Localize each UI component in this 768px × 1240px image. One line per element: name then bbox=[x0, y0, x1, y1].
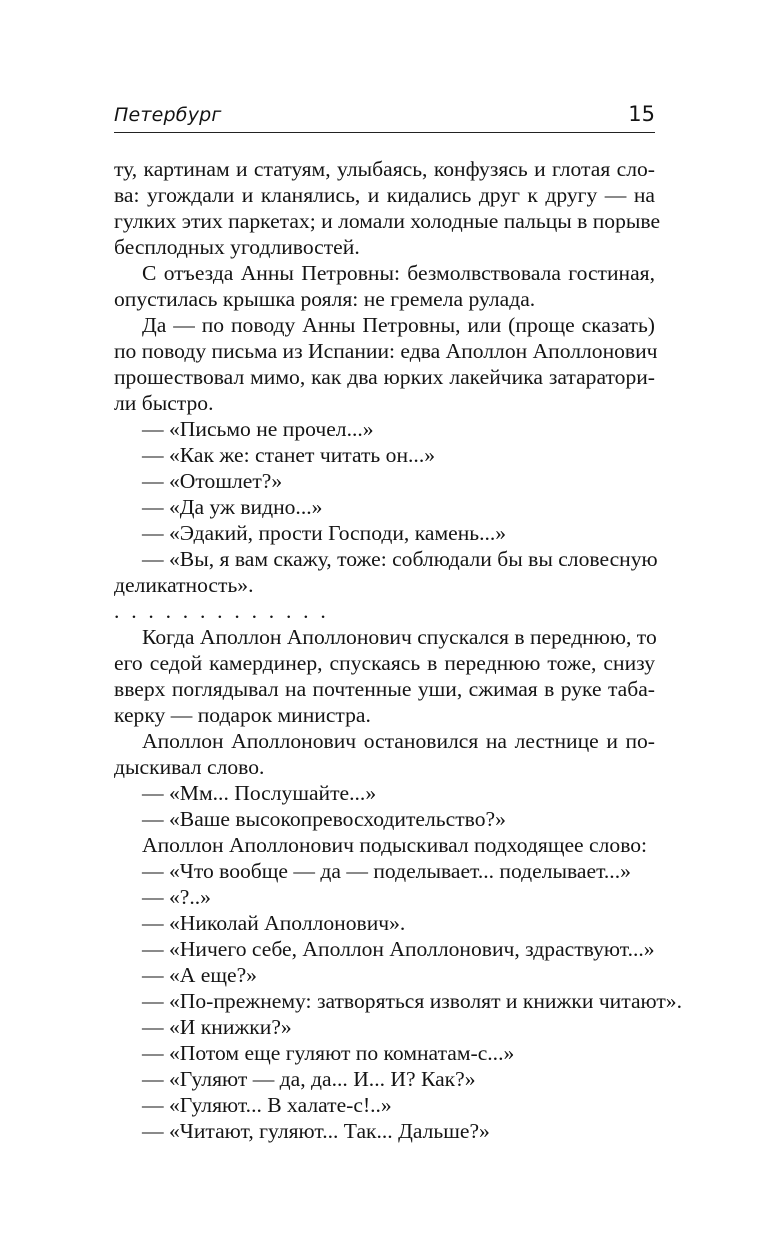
text-line: Аполлон Аполлонович остановился на лестнице и по- bbox=[142, 729, 655, 753]
text-line: деликатность». bbox=[114, 573, 254, 597]
text-line: — «Мм... Послушайте...» bbox=[142, 781, 377, 805]
text-line: ту, картинам и статуям, улыбаясь, конфузясь и глотая сло- bbox=[114, 157, 655, 181]
text-line: керку — подарок министра. bbox=[114, 703, 371, 727]
text-line: С отъезда Анны Петровны: безмолвствовала гостиная, bbox=[142, 261, 655, 285]
text-line: — «Ваше высокопревосходительство?» bbox=[142, 807, 506, 831]
text-line: — «Отошлет?» bbox=[142, 469, 283, 493]
text-line: — «Гуляют — да, да... И... И? Как?» bbox=[142, 1067, 476, 1091]
text-line: — «А еще?» bbox=[142, 963, 257, 987]
text-line: по поводу письма из Испании: едва Аполлон Аполлонович bbox=[114, 339, 658, 363]
page-number: 15 bbox=[628, 102, 655, 126]
text-line: опустилась крышка рояля: не гремела рулада. bbox=[114, 287, 536, 311]
text-line: — «Что вообще — да — поделывает... поделывает...» bbox=[142, 859, 631, 883]
text-line: — «Вы, я вам скажу, тоже: соблюдали бы вы словесную bbox=[142, 547, 658, 571]
text-line: Аполлон Аполлонович подыскивал подходящее слово: bbox=[142, 833, 648, 857]
text-line: ва: угождали и кланялись, и кидались друг к другу — на bbox=[114, 183, 655, 207]
text-line: прошествовал мимо, как два юрких лакейчика затаратори- bbox=[114, 365, 655, 389]
text-line: — «Гуляют... В халате-с!..» bbox=[142, 1093, 392, 1117]
book-page bbox=[114, 100, 683, 1143]
header-rule bbox=[114, 132, 655, 133]
page-header bbox=[114, 100, 655, 130]
ellipsis-separator: . . . . . . . . . . . . . bbox=[114, 599, 329, 623]
text-line: бесплодных угодливостей. bbox=[114, 235, 360, 259]
body-text bbox=[114, 156, 683, 1144]
text-line: — «Эдакий, прости Господи, камень...» bbox=[142, 521, 507, 545]
text-line: — «По-прежнему: затворяться изволят и книжки читают». bbox=[142, 989, 683, 1013]
text-line: — «Да уж видно...» bbox=[142, 495, 323, 519]
text-line: ли быстро. bbox=[114, 391, 214, 415]
text-line: гулких этих паркетах; и ломали холодные пальцы в порыве bbox=[114, 209, 661, 233]
text-line: — «Ничего себе, Аполлон Аполлонович, здраствуют...» bbox=[142, 937, 655, 961]
text-line: — «?..» bbox=[142, 885, 211, 909]
text-line: — «Как же: станет читать он...» bbox=[142, 443, 436, 467]
text-line: — «И книжки?» bbox=[142, 1015, 292, 1039]
text-line: — «Николай Аполлонович». bbox=[142, 911, 406, 935]
text-line: — «Письмо не прочел...» bbox=[142, 417, 374, 441]
text-line: его седой камердинер, спускаясь в переднюю тоже, снизу bbox=[114, 651, 655, 675]
text-line: — «Потом еще гуляют по комнатам-с...» bbox=[142, 1041, 515, 1065]
text-line: дыскивал слово. bbox=[114, 755, 265, 779]
text-line: Когда Аполлон Аполлонович спускался в переднюю, то bbox=[142, 625, 657, 649]
text-line: Да — по поводу Анны Петровны, или (проще сказать) bbox=[142, 313, 655, 337]
text-line: вверх поглядывал на почтенные уши, сжимая в руке таба- bbox=[114, 677, 655, 701]
running-title: Петербург bbox=[114, 104, 222, 126]
text-line: — «Читают, гуляют... Так... Дальше?» bbox=[142, 1119, 490, 1143]
